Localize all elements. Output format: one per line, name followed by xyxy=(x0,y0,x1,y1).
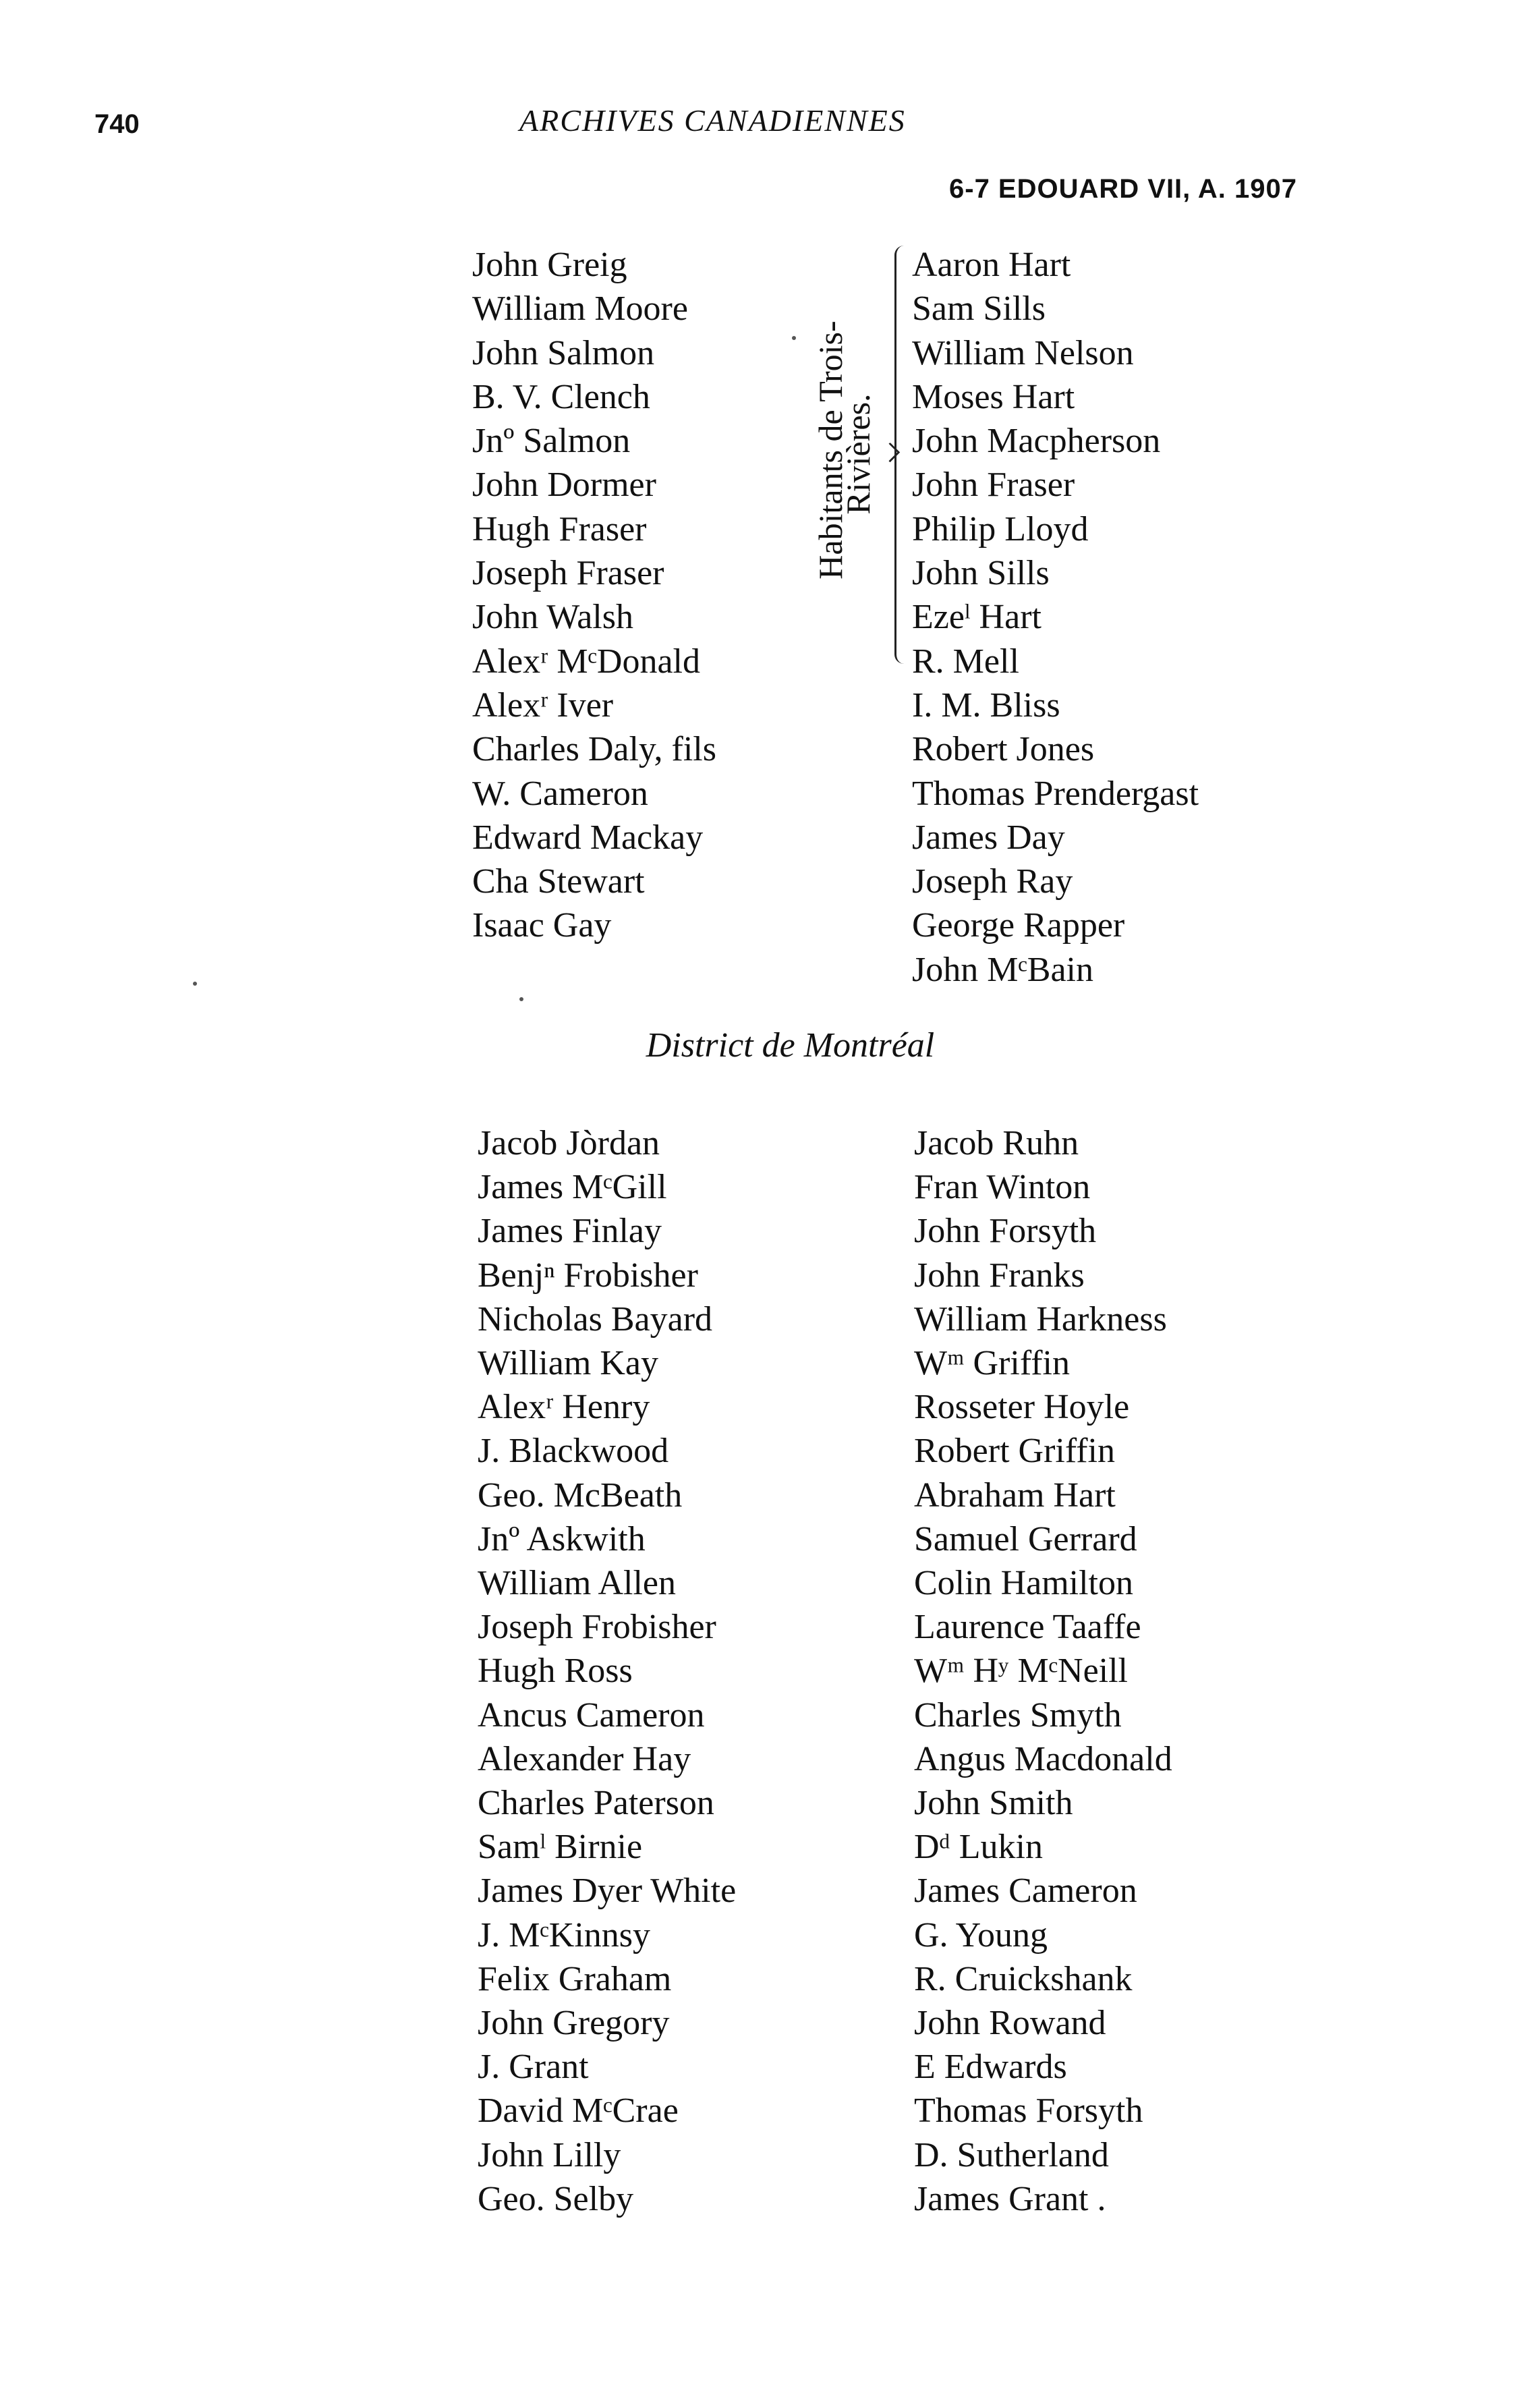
print-speck xyxy=(519,997,523,1001)
name-entry: Wᵐ Hʸ MᶜNeill xyxy=(914,1652,1129,1691)
running-title: ARCHIVES CANADIENNES xyxy=(519,103,906,138)
name-entry: Jacob Jòrdan xyxy=(478,1124,660,1162)
name-entry: Joseph Fraser xyxy=(472,554,664,593)
name-entry: Alexʳ Iver xyxy=(472,685,614,725)
name-entry: Dᵈ Lukin xyxy=(914,1828,1043,1867)
name-entry: Jacob Ruhn xyxy=(914,1124,1079,1162)
name-entry: Felix Graham xyxy=(478,1959,672,1998)
name-entry: Wᵐ Griffin xyxy=(914,1344,1070,1383)
name-entry: Robert Jones xyxy=(912,730,1095,769)
name-entry: James MᶜGill xyxy=(478,1168,667,1207)
name-entry: Philip Lloyd xyxy=(912,509,1089,548)
name-entry: William Allen xyxy=(478,1564,676,1603)
name-entry: John Rowand xyxy=(914,2004,1106,2043)
name-entry: E Edwards xyxy=(914,2048,1067,2087)
name-entry: Ancus Cameron xyxy=(478,1695,705,1735)
name-entry: John Gregory xyxy=(478,2004,670,2043)
name-entry: Cha Stewart xyxy=(472,862,645,901)
grouping-brace xyxy=(894,246,907,664)
name-entry: James Finlay xyxy=(478,1212,662,1251)
name-entry: William Nelson xyxy=(912,333,1134,372)
section-title-text: District de Montréal xyxy=(646,1026,935,1065)
name-entry: Edward Mackay xyxy=(472,818,704,857)
name-entry: John MᶜBain xyxy=(912,950,1093,989)
print-speck xyxy=(193,982,197,986)
name-entry: George Rapper xyxy=(912,906,1125,945)
name-entry: Alexʳ Henry xyxy=(478,1388,650,1427)
name-entry: Alexʳ MᶜDonald xyxy=(472,642,700,681)
name-entry: William Moore xyxy=(472,289,688,329)
name-entry: John Lilly xyxy=(478,2135,621,2174)
name-entry: James Dyer White xyxy=(478,1872,737,1911)
side-label-line-2: Rivières. xyxy=(839,393,877,515)
name-entry: Ezeˡ Hart xyxy=(912,598,1042,637)
name-entry: John Forsyth xyxy=(914,1212,1097,1251)
name-entry: Robert Griffin xyxy=(914,1432,1115,1471)
name-entry: W. Cameron xyxy=(472,774,648,813)
name-entry: J. Blackwood xyxy=(478,1432,669,1471)
name-entry: John Greig xyxy=(472,246,627,284)
name-entry: Jnº Salmon xyxy=(472,422,631,461)
name-entry: G. Young xyxy=(914,1915,1048,1954)
name-entry: Benjⁿ Frobisher xyxy=(478,1256,698,1295)
montreal-right-name-column xyxy=(914,1121,1172,2221)
name-entry: J. Grant xyxy=(478,2048,589,2087)
name-entry: Alexander Hay xyxy=(478,1739,691,1778)
name-entry: David MᶜCrae xyxy=(478,2091,679,2131)
name-entry: Sam Sills xyxy=(912,289,1046,329)
name-entry: Thomas Forsyth xyxy=(914,2091,1143,2131)
name-entry: John Smith xyxy=(914,1784,1073,1823)
name-entry: R. Mell xyxy=(912,642,1019,681)
name-entry: Samˡ Birnie xyxy=(478,1828,643,1867)
name-entry: R. Cruickshank xyxy=(914,1959,1133,1998)
name-entry: Abraham Hart xyxy=(914,1475,1116,1515)
name-entry: Isaac Gay xyxy=(472,906,612,945)
name-entry: John Salmon xyxy=(472,333,655,372)
name-entry: Fran Winton xyxy=(914,1168,1091,1207)
top-left-name-column xyxy=(472,243,716,948)
name-entry: Thomas Prendergast xyxy=(912,774,1199,813)
name-entry: Jnº Askwith xyxy=(478,1519,646,1558)
name-entry: Geo. Selby xyxy=(478,2179,634,2218)
name-entry: B. V. Clench xyxy=(472,377,650,416)
name-entry: Samuel Gerrard xyxy=(914,1519,1137,1558)
name-entry: John Franks xyxy=(914,1256,1085,1295)
name-entry: John Fraser xyxy=(912,466,1075,505)
name-entry: Laurence Taaffe xyxy=(914,1608,1141,1647)
name-entry: John Dormer xyxy=(472,466,656,505)
name-entry: John Sills xyxy=(912,554,1050,593)
name-entry: William Harkness xyxy=(914,1299,1167,1339)
name-entry: Colin Hamilton xyxy=(914,1564,1133,1603)
name-entry: James Cameron xyxy=(914,1872,1137,1911)
name-entry: Moses Hart xyxy=(912,377,1075,416)
edition-line: 6-7 EDOUARD VII, A. 1907 xyxy=(949,174,1298,204)
name-entry: Angus Macdonald xyxy=(914,1739,1172,1778)
name-entry: Joseph Frobisher xyxy=(478,1608,716,1647)
name-entry: John Walsh xyxy=(472,598,633,637)
print-speck xyxy=(792,336,796,340)
name-entry: Charles Paterson xyxy=(478,1784,714,1823)
side-label-line-1: Habitants de Trois- xyxy=(811,320,849,580)
name-entry: Charles Smyth xyxy=(914,1695,1122,1735)
top-right-name-column xyxy=(912,243,1199,992)
name-entry: Charles Daly, fils xyxy=(472,730,716,769)
name-entry: Aaron Hart xyxy=(912,246,1071,284)
name-entry: Hugh Fraser xyxy=(472,509,647,548)
name-entry: Nicholas Bayard xyxy=(478,1299,713,1339)
section-title xyxy=(0,1025,1540,1065)
name-entry: William Kay xyxy=(478,1344,658,1383)
name-entry: James Grant . xyxy=(914,2179,1106,2218)
name-entry: I. M. Bliss xyxy=(912,685,1060,725)
name-entry: Geo. McBeath xyxy=(478,1475,683,1515)
name-entry: James Day xyxy=(912,818,1065,857)
name-entry: John Macpherson xyxy=(912,422,1161,461)
name-entry: J. MᶜKinnsy xyxy=(478,1915,651,1954)
montreal-left-name-column xyxy=(478,1121,736,2221)
page-number: 740 xyxy=(94,109,140,139)
name-entry: Joseph Ray xyxy=(912,862,1073,901)
name-entry: D. Sutherland xyxy=(914,2135,1109,2174)
name-entry: Hugh Ross xyxy=(478,1652,633,1691)
name-entry: Rosseter Hoyle xyxy=(914,1388,1130,1427)
